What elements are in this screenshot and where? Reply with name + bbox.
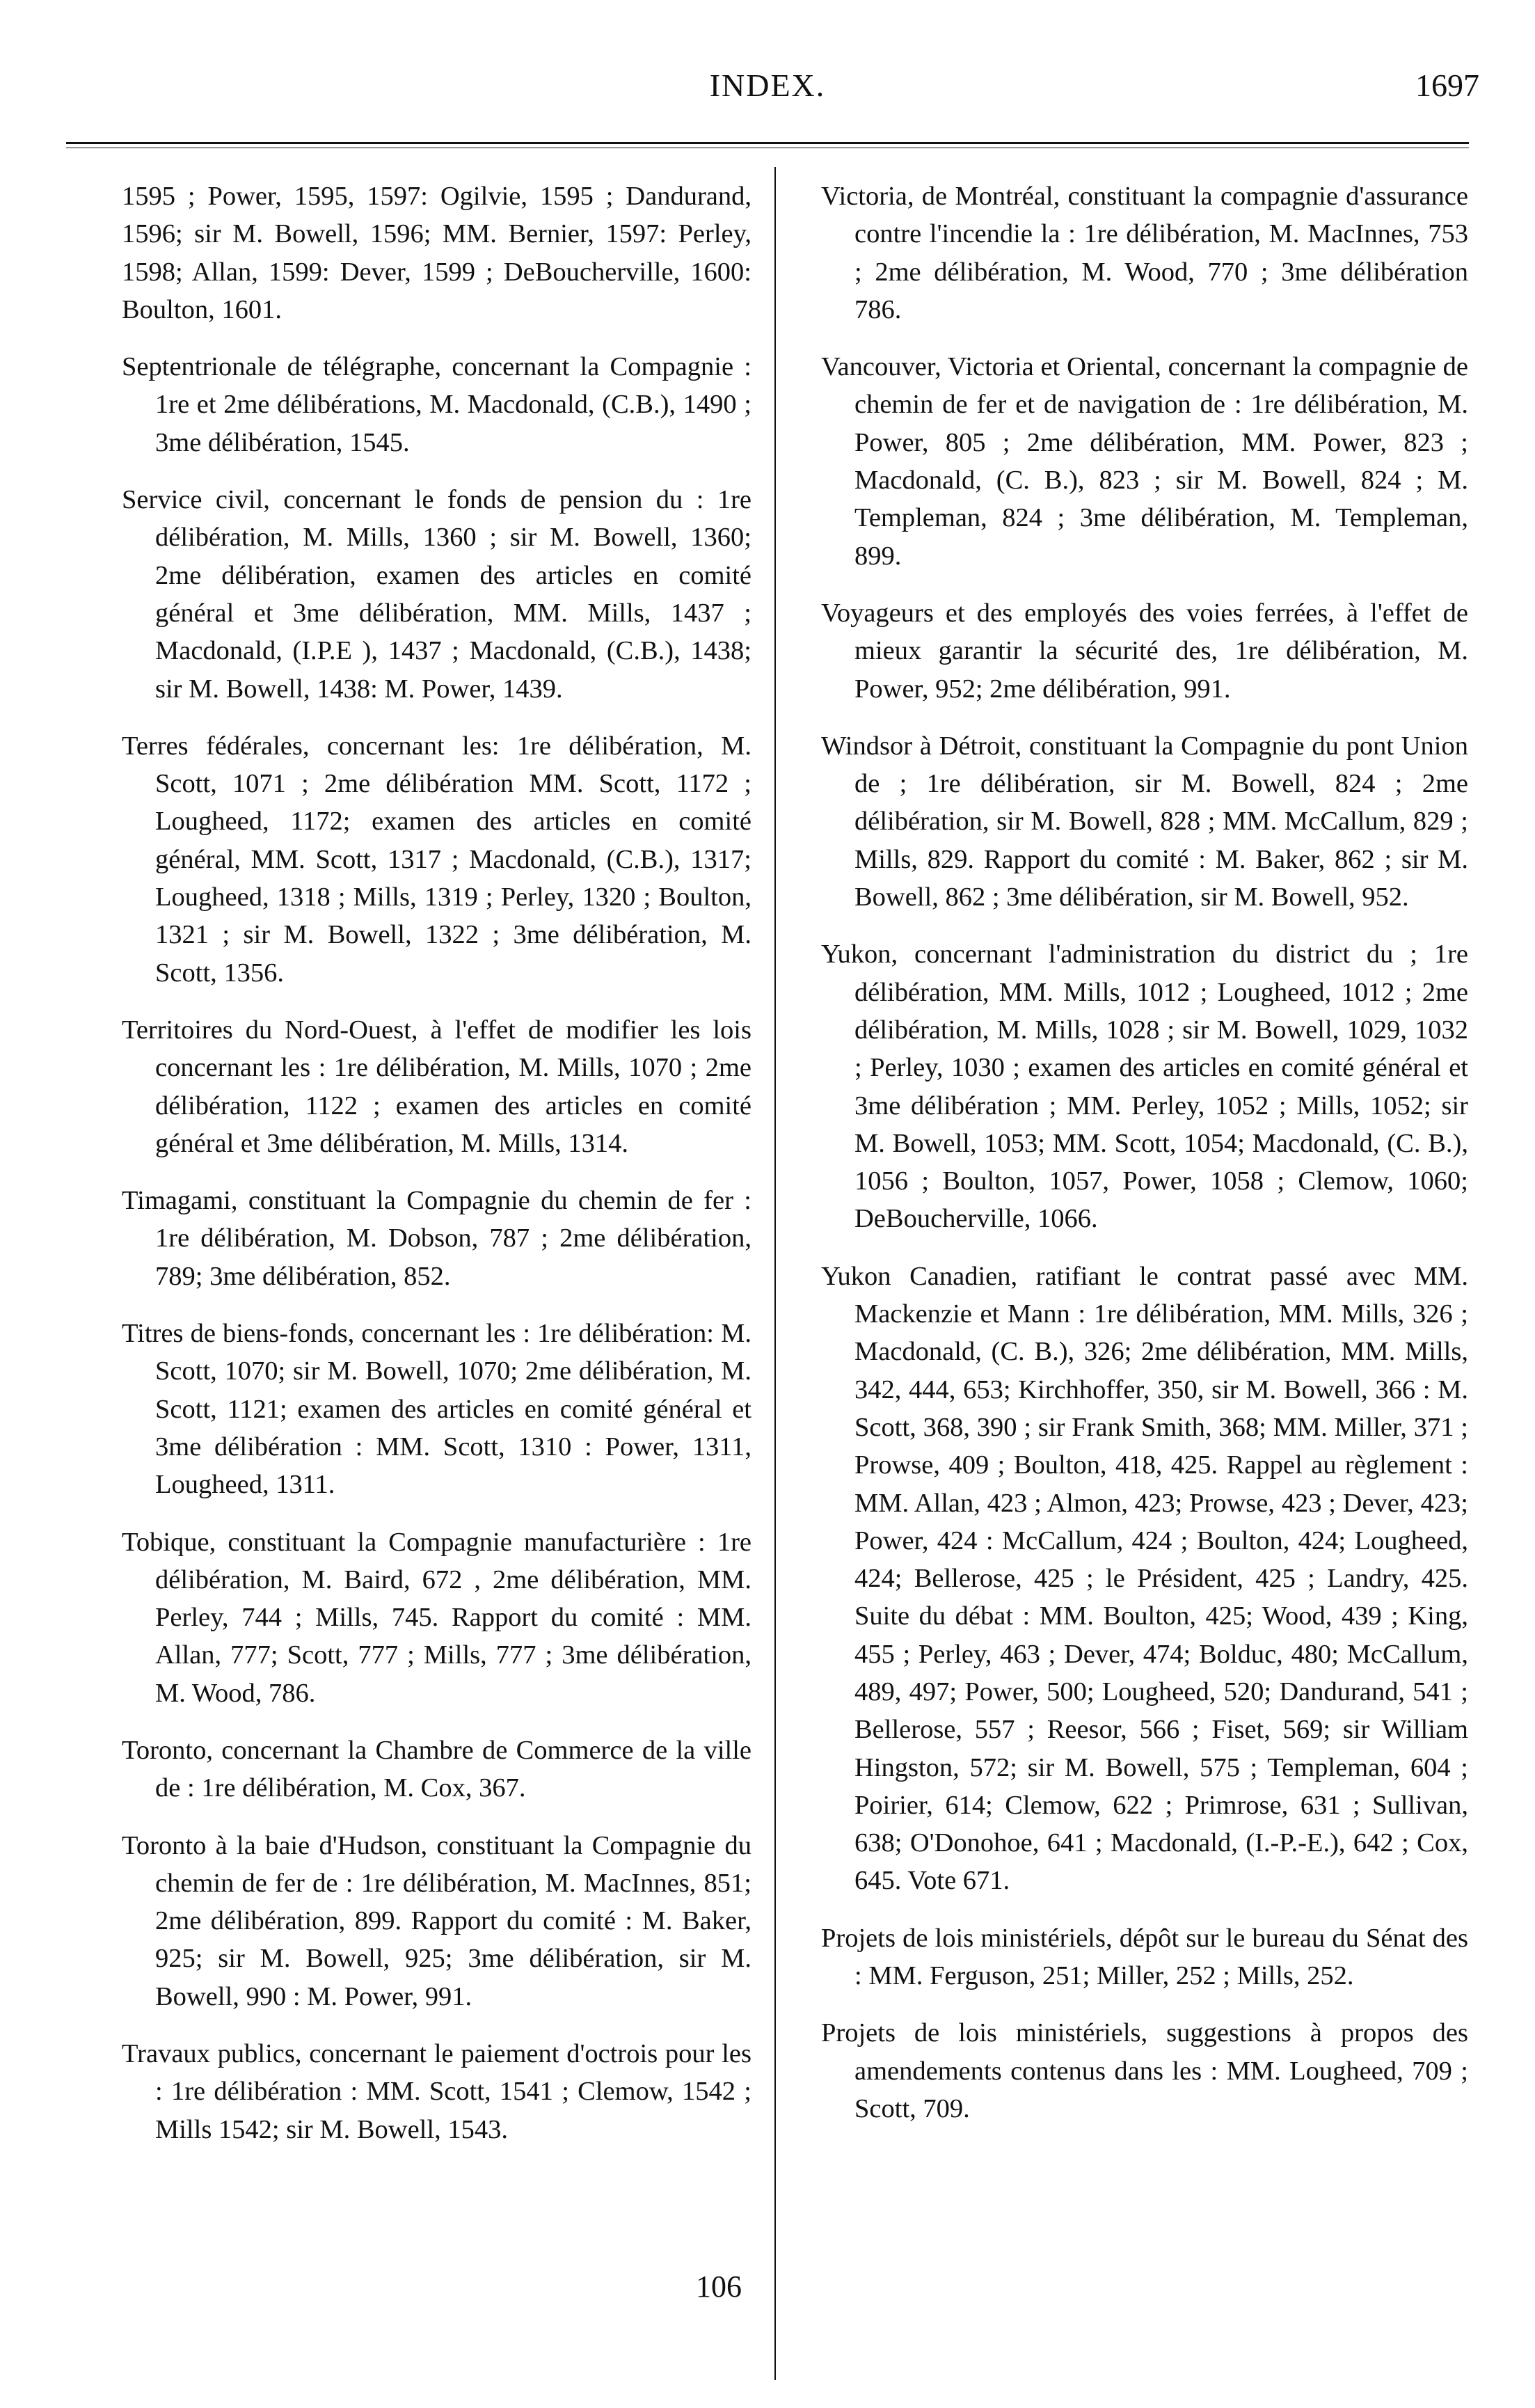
page-header	[0, 67, 1535, 122]
index-entry: Terres fédérales, concernant les: 1re délibération, M. Scott, 1071 ; 2me délibération MM. Scott, 1172 ; Lougheed, 1172; examen des articles en comité général, MM. Scott, 1317 ; Macdonald, (C.B.), 1317; Lougheed, 1318 ; Mills, 1319 ; Perley, 1320 ; Boulton, 1321 ; sir M. Bowell, 1322 ; 3me délibération, M. Scott, 1356.	[122, 731, 751, 988]
header-rule-thick	[66, 142, 1469, 144]
index-entry: Titres de biens-fonds, concernant les : 1re délibération: M. Scott, 1070; sir M. Bowell, 1070; 2me délibération, M. Scott, 1121; examen des articles en comité général et 3me délibération : MM. Scott, 1310 : Power, 1311, Lougheed, 1311.	[122, 1319, 751, 1500]
index-entry: Tobique, constituant la Compagnie manufacturière : 1re délibération, M. Baird, 672 , 2me délibération, MM. Perley, 744 ; Mills, 745. Rapport du comité : MM. Allan, 777; Scott, 777 ; Mills, 777 ; 3me délibération, M. Wood, 786.	[122, 1527, 751, 1708]
page-number: 1697	[1415, 68, 1479, 103]
right-column	[821, 177, 1468, 2147]
page-title: INDEX.	[709, 68, 826, 103]
index-entry: Windsor à Détroit, constituant la Compagnie du pont Union de ; 1re délibération, sir M. Bowell, 824 ; 2me délibération, sir M. Bowell, 828 ; MM. McCallum, 829 ; Mills, 829. Rapport du comité : M. Baker, 862 ; sir M. Bowell, 862 ; 3me délibération, sir M. Bowell, 952.	[821, 731, 1468, 912]
index-entry: Yukon Canadien, ratifiant le contrat passé avec MM. Mackenzie et Mann : 1re délibération, MM. Mills, 326 ; Macdonald, (C. B.), 326; 2me délibération, MM. Mills, 342, 444, 653; Kirchhoffer, 350, sir M. Bowell, 366 : M. Scott, 368, 390 ; sir Frank Smith, 368; MM. Miller, 371 ; Prowse, 409 ; Boulton, 418, 425. Rappel au règlement : MM. Allan, 423 ; Almon, 423; Prowse, 423 ; Dever, 423; Power, 424 : McCallum, 424 ; Boulton, 424; Lougheed, 424; Bellerose, 425 ; le Président, 425 ; Landry, 425. Suite du débat : MM. Boulton, 425; Wood, 439 ; King, 455 ; Perley, 463 ; Dever, 474; Bolduc, 480; McCallum, 489, 497; Power, 500; Lougheed, 520; Dandurand, 541 ; Bellerose, 557 ; Reesor, 566 ; Fiset, 569; sir William Hingston, 572; sir M. Bowell, 575 ; Templeman, 604 ; Poirier, 614; Clemow, 622 ; Primrose, 631 ; Sullivan, 638; O'Donohoe, 641 ; Macdonald, (I.-P.-E.), 642 ; Cox, 645. Vote 671.	[821, 1261, 1468, 1896]
index-entry: Toronto, concernant la Chambre de Commerce de la ville de : 1re délibération, M. Cox, 367.	[122, 1735, 751, 1803]
index-entry: Toronto à la baie d'Hudson, constituant la Compagnie du chemin de fer de : 1re délibération, M. MacInnes, 851; 2me délibération, 899. Rapport du comité : M. Baker, 925; sir M. Bowell, 925; 3me délibération, sir M. Bowell, 990 : M. Power, 991.	[122, 1830, 751, 2011]
index-entry: Victoria, de Montréal, constituant la compagnie d'assurance contre l'incendie la : 1re délibération, M. MacInnes, 753 ; 2me délibération, M. Wood, 770 ; 3me délibération 786.	[821, 182, 1468, 324]
index-entry: Yukon, concernant l'administration du district du ; 1re délibération, MM. Mills, 1012 ; Lougheed, 1012 ; 2me délibération, M. Mills, 1028 ; sir M. Bowell, 1029, 1032 ; Perley, 1030 ; examen des articles en comité général et 3me délibération ; MM. Perley, 1052 ; Mills, 1052; sir M. Bowell, 1053; MM. Scott, 1054; Macdonald, (C. B.), 1056 ; Boulton, 1057, Power, 1058 ; Clemow, 1060; DeBoucherville, 1066.	[821, 940, 1468, 1234]
index-entry: Service civil, concernant le fonds de pension du : 1re délibération, M. Mills, 1360 ; sir M. Bowell, 1360; 2me délibération, examen des articles en comité général et 3me délibération, MM. Mills, 1437 ; Macdonald, (I.P.E ), 1437 ; Macdonald, (C.B.), 1438; sir M. Bowell, 1438: M. Power, 1439.	[122, 485, 751, 704]
index-entry: Territoires du Nord-Ouest, à l'effet de modifier les lois concernant les : 1re délibération, M. Mills, 1070 ; 2me délibération, 1122 ; examen des articles en comité général et 3me délibération, M. Mills, 1314.	[122, 1015, 751, 1158]
index-entry: Projets de lois ministériels, dépôt sur le bureau du Sénat des : MM. Ferguson, 251; Miller, 252 ; Mills, 252.	[821, 1923, 1468, 1991]
index-entry: Projets de lois ministériels, suggestions à propos des amendements contenus dans les : MM. Lougheed, 709 ; Scott, 709.	[821, 2018, 1468, 2123]
column-divider	[774, 167, 776, 2380]
index-entry: 1595 ; Power, 1595, 1597: Ogilvie, 1595 ; Dandurand, 1596; sir M. Bowell, 1596; MM. Bernier, 1597: Perley, 1598; Allan, 1599: Dever, 1599 ; DeBoucherville, 1600: Boulton, 1601.	[122, 182, 751, 324]
index-entry: Vancouver, Victoria et Oriental, concernant la compagnie de chemin de fer et de navigation de : 1re délibération, M. Power, 805 ; 2me délibération, MM. Power, 823 ; Macdonald, (C. B.), 823 ; sir M. Bowell, 824 ; M. Templeman, 824 ; 3me délibération, M. Templeman, 899.	[821, 352, 1468, 571]
index-entry: Timagami, constituant la Compagnie du chemin de fer : 1re délibération, M. Dobson, 787 ; 2me délibération, 789; 3me délibération, 852.	[122, 1186, 751, 1291]
left-column	[122, 177, 751, 2168]
index-entry: Voyageurs et des employés des voies ferrées, à l'effet de mieux garantir la sécurité des, 1re délibération, M. Power, 952; 2me délibération, 991.	[821, 598, 1468, 704]
signature-number: 106	[696, 2270, 742, 2304]
index-entry: Travaux publics, concernant le paiement d'octrois pour les : 1re délibération : MM. Scott, 1541 ; Clemow, 1542 ; Mills 1542; sir M. Bowell, 1543.	[122, 2039, 751, 2144]
index-entry: Septentrionale de télégraphe, concernant la Compagnie : 1re et 2me délibérations, M. Macdonald, (C.B.), 1490 ; 3me délibération, 1545.	[122, 352, 751, 457]
